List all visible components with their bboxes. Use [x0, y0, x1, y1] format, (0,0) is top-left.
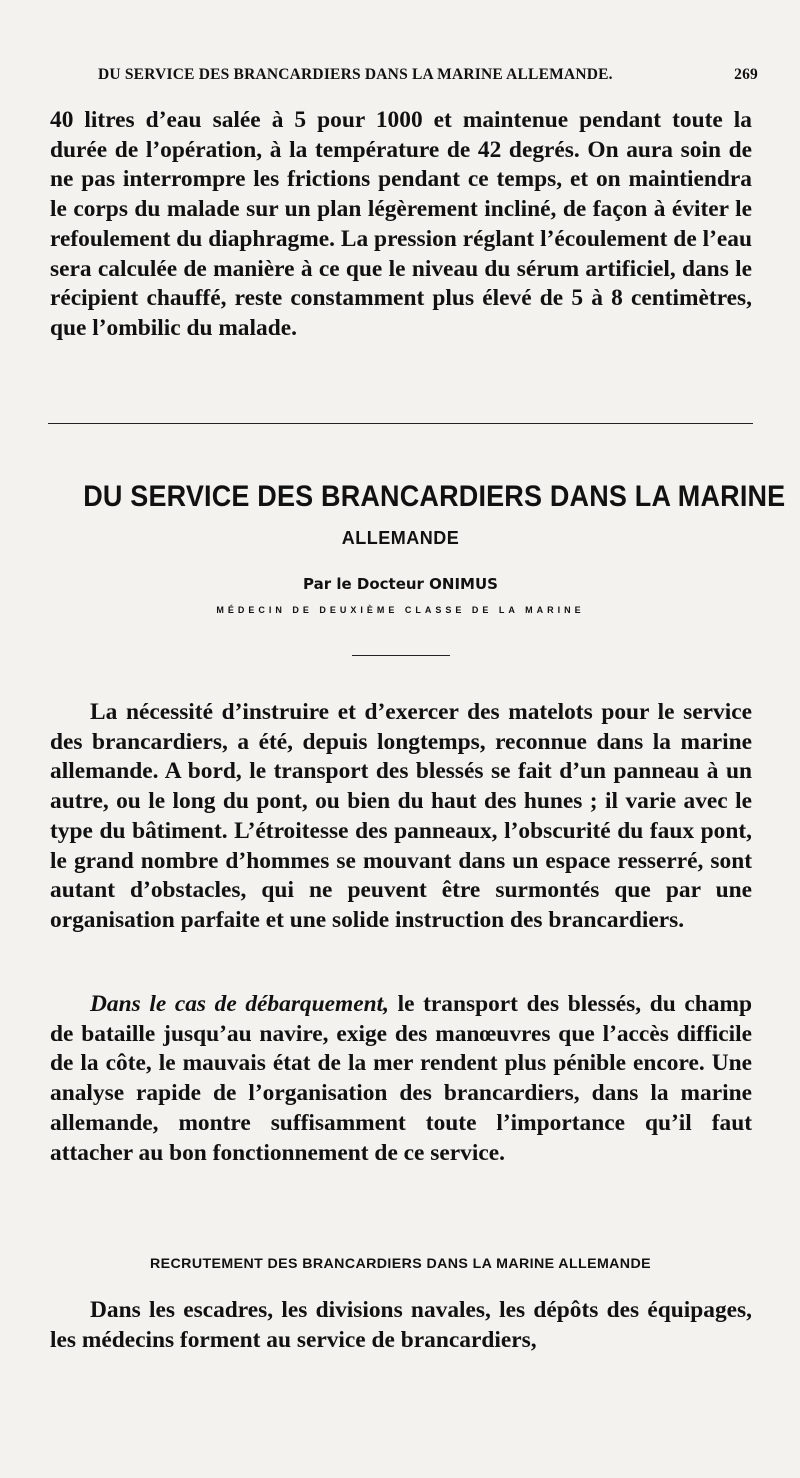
section-divider — [48, 423, 753, 424]
article-title: DU SERVICE DES BRANCARDIERS DANS LA MARINE — [83, 480, 786, 513]
article-author: Par le Docteur ONIMUS — [303, 575, 498, 593]
running-head — [98, 66, 758, 84]
italic-phrase: Dans le cas de débarquement, — [90, 991, 389, 1017]
article-subtitle: ALLEMANDE — [341, 528, 460, 548]
continued-paragraph: 40 litres d’eau salée à 5 pour 1000 et maintenue pendant toute la durée de l’opération, à la température de 42 degrés. On aura soin de ne pas interrompre les frictions pendant ce temps, et on maintiendra le corps du malade sur un plan légèrement incliné, de façon à éviter le refoulement du diaphragme. La pression réglant l’écoulement de l’eau sera calculée de manière à ce que le niveau du sérum artificiel, dans le récipient chauffé, reste constamment plus élevé de 5 à 8 centimètres, que l’ombilic du malade. — [50, 107, 752, 341]
article-paragraph-3: Dans les escadres, les divisions navales, les dépôts des équipages, les médecins forment au service de brancardiers, — [50, 1297, 752, 1353]
running-head-title: DU SERVICE DES BRANCARDIERS DANS LA MARINE ALLEMANDE. — [98, 66, 613, 83]
page-number: 269 — [734, 66, 758, 83]
paragraph-2-text: le transport des blessés, du champ de bataille jusqu’au navire, exige des manœuvres que l’accès difficile de la côte, le mauvais état de la mer rendent plus pénible encore. Une analyse rapide de l’organisation des brancardiers, dans la marine allemande, montre suffisamment toute l’importance qu’il faut attacher au bon fonctionnement de ce service. — [50, 991, 752, 1166]
article-paragraph-2 — [50, 990, 752, 1168]
title-divider — [352, 655, 450, 656]
section-heading: RECRUTEMENT DES BRANCARDIERS DANS LA MARINE ALLEMANDE — [150, 1256, 651, 1272]
author-rank: MÉDECIN DE DEUXIÈME CLASSE DE LA MARINE — [216, 605, 585, 615]
article-paragraph-1: La nécessité d’instruire et d’exercer des matelots pour le service des brancardiers, a été, depuis longtemps, reconnue dans la marine allemande. A bord, le transport des blessés se fait d’un panneau à un autre, ou le long du pont, ou bien du haut des hunes ; il varie avec le type du bâtiment. L’étroitesse des panneaux, l’obscurité du faux pont, le grand nombre d’hommes se mouvant dans un espace resserré, sont autant d’obstacles, qui ne peuvent être surmontés que par une organisation parfaite et une solide instruction des brancardiers. — [50, 699, 752, 933]
